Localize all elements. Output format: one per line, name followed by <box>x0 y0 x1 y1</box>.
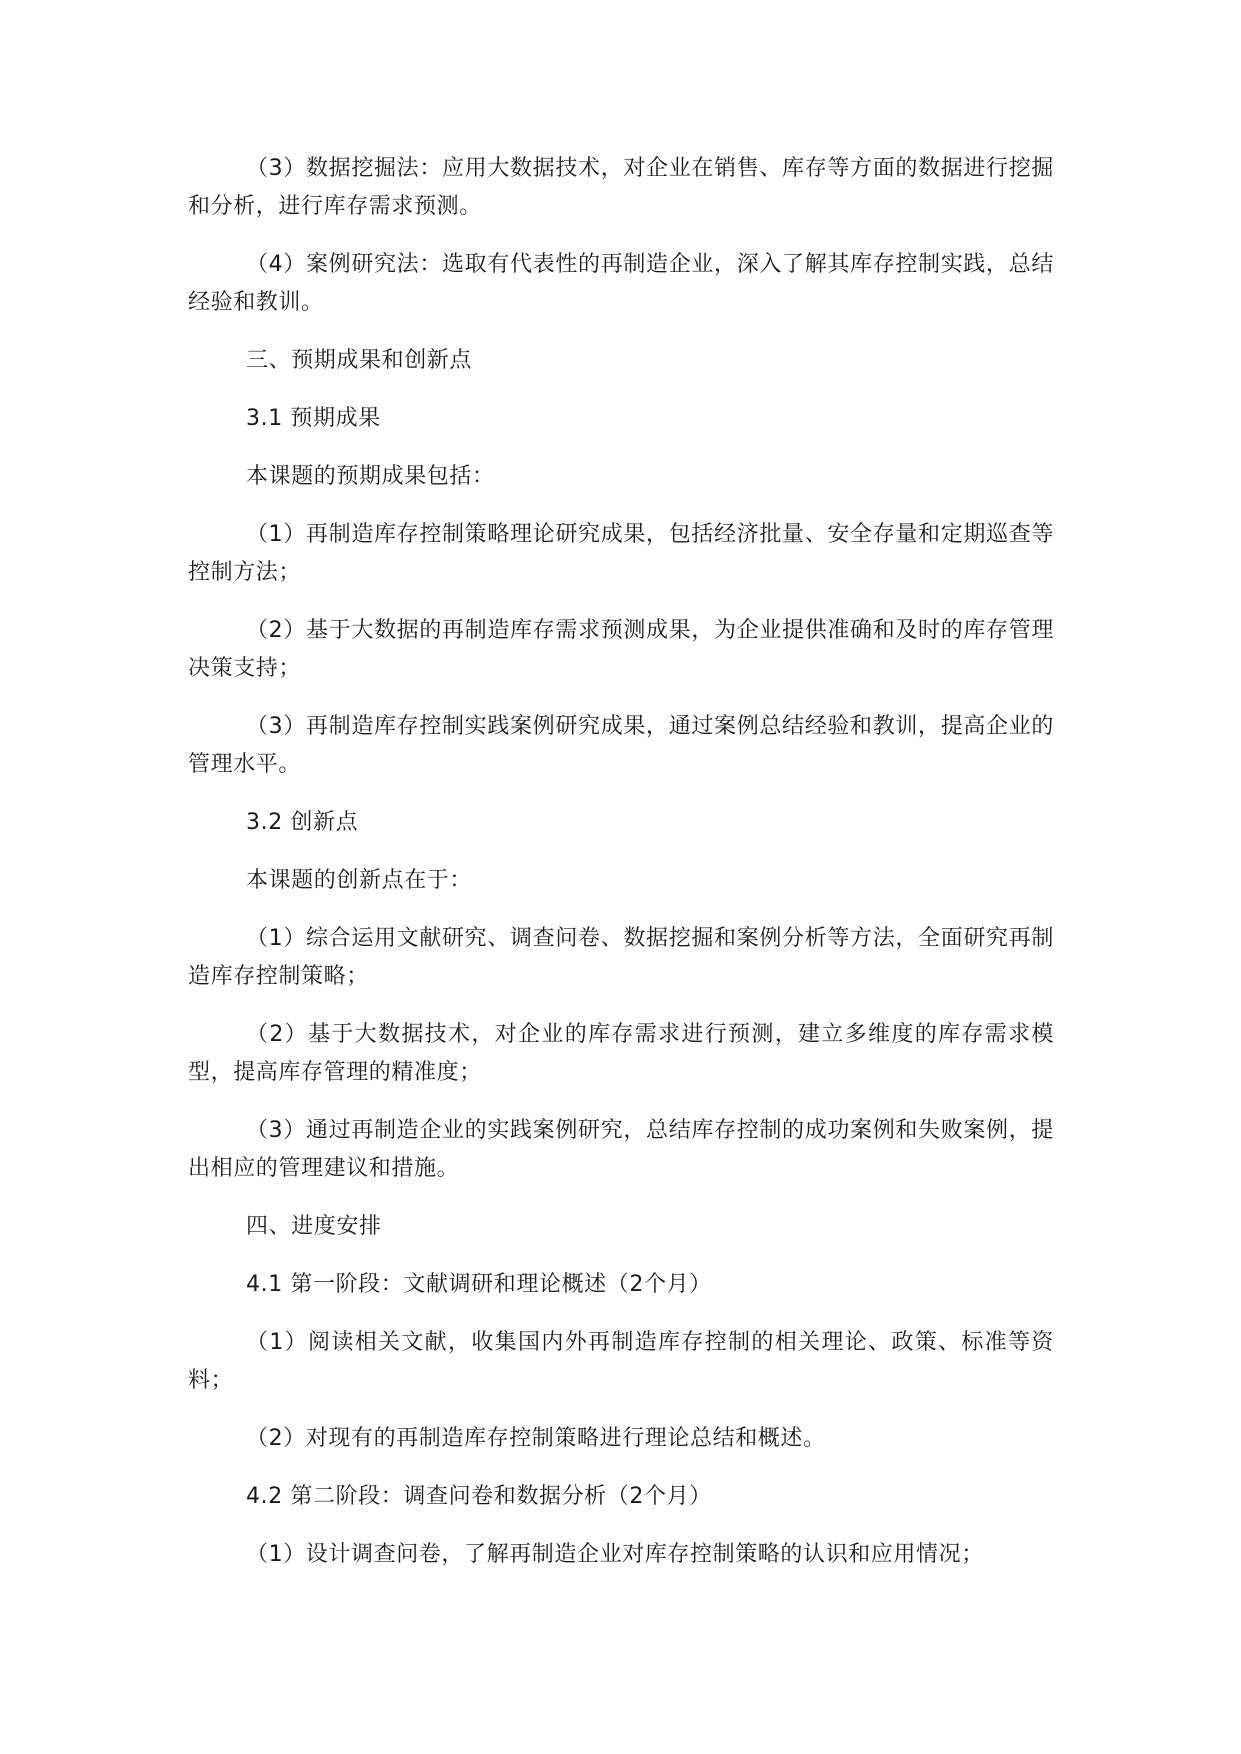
stage1-item-1: （1）阅读相关文献，收集国内外再制造库存控制的相关理论、政策、标准等资料； <box>188 1330 1054 1393</box>
expected-results-intro: 本课题的预期成果包括： <box>246 464 495 489</box>
innovation-intro: 本课题的创新点在于： <box>246 868 473 893</box>
innovation-item-3: （3）通过再制造企业的实践案例研究，总结库存控制的成功案例和失败案例，提出相应的管理建议和措施。 <box>188 1118 1054 1181</box>
innovation-item-1: （1）综合运用文献研究、调查问卷、数据挖掘和案例分析等方法，全面研究再制造库存控制策略； <box>188 926 1054 989</box>
subsection-heading-3-1: 3.1 预期成果 <box>246 406 381 431</box>
section-heading-schedule: 四、进度安排 <box>246 1214 382 1239</box>
section-heading-expected-results: 三、预期成果和创新点 <box>246 348 473 373</box>
expected-result-item-1: （1）再制造库存控制策略理论研究成果，包括经济批量、安全存量和定期巡查等控制方法； <box>188 522 1054 585</box>
stage2-item-1: （1）设计调查问卷，了解再制造企业对库存控制策略的认识和应用情况； <box>246 1542 984 1567</box>
method-data-mining-paragraph: （3）数据挖掘法：应用大数据技术，对企业在销售、库存等方面的数据进行挖掘和分析，进行库存需求预测。 <box>188 156 1054 219</box>
expected-result-item-2: （2）基于大数据的再制造库存需求预测成果，为企业提供准确和及时的库存管理决策支持； <box>188 618 1054 681</box>
subsection-heading-4-2: 4.2 第二阶段：调查问卷和数据分析（2个月） <box>246 1484 712 1509</box>
document-body <box>188 150 1054 1594</box>
expected-result-item-3: （3）再制造库存控制实践案例研究成果，通过案例总结经验和教训，提高企业的管理水平。 <box>188 714 1054 777</box>
stage1-item-2: （2）对现有的再制造库存控制策略进行理论总结和概述。 <box>246 1426 826 1451</box>
method-case-study-paragraph: （4）案例研究法：选取有代表性的再制造企业，深入了解其库存控制实践，总结经验和教训。 <box>188 252 1054 315</box>
subsection-heading-4-1: 4.1 第一阶段：文献调研和理论概述（2个月） <box>246 1272 712 1297</box>
subsection-heading-3-2: 3.2 创新点 <box>246 810 359 835</box>
innovation-item-2: （2）基于大数据技术，对企业的库存需求进行预测，建立多维度的库存需求模型，提高库存管理的精准度； <box>188 1022 1054 1085</box>
